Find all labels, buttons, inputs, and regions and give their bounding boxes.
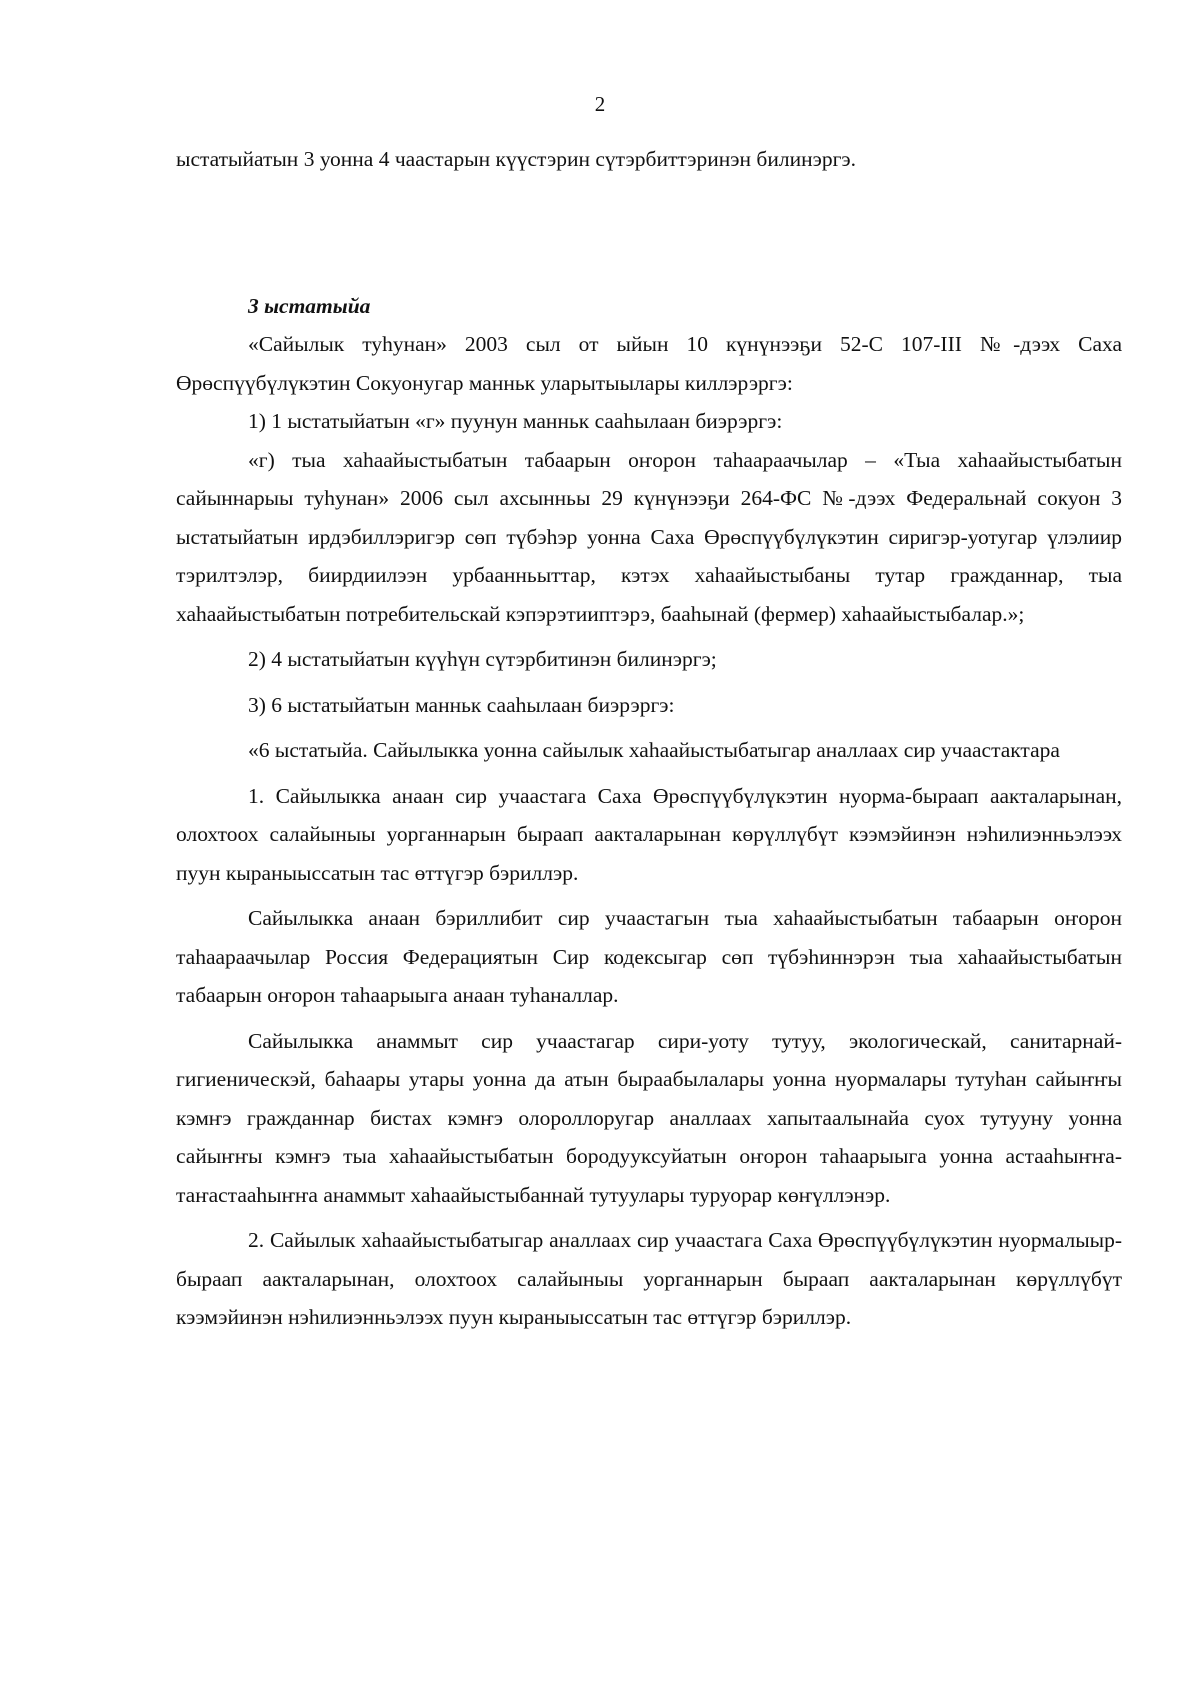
- article-intro-paragraph: «Сайылык туһунан» 2003 сыл от ыйын 10 күнүнээҕи 52-С 107-III №-дээх Саха Өрөспүүбүлүкэтин Сокуонугар манньк уларытыылары киллэрэргэ:: [176, 332, 1122, 395]
- item-1-intro: 1) 1 ыстатыйатын «г» пуунун манньк сааһылаан биэрэргэ:: [248, 409, 783, 433]
- item-2: 2) 4 ыстатыйатын күүһүн сүтэрбитинэн билинэргэ;: [248, 647, 717, 671]
- continuation-paragraph: ыстатыйатын 3 уонна 4 чаастарын күүстэрин сүтэрбиттэринэн билинэргэ.: [176, 147, 856, 171]
- article-6-paragraph-2: Сайылыкка анаан бэриллибит сир учаастагын тыа хаһаайыстыбатын табаарын оҥорон таһаараачылар Россия Федерациятын Сир кодексыгар сөп түбэһиннэрэн тыа хаһаайыстыбатын табаарын оҥорон таһаарыыга анаан туһаналлар.: [176, 906, 1122, 1007]
- item-1-text: «г) тыа хаһаайыстыбатын табаарын оҥорон таһаараачылар – «Тыа хаһаайыстыбатын сайыннарыы туһунан» 2006 сыл ахсынньы 29 күнүнээҕи 264-ФС №-дээх Федеральнай сокуон 3 ыстатыйатын ирдэбиллэригэр сөп түбэһэр уонна Саха Өрөспүүбүлүкэтин сиригэр-уотугар үлэлиир тэрилтэлэр, биирдиилээн урбаанньыттар, кэтэх хаһаайыстыбаны тутар гражданнар, тыа хаһаайыстыбатын потребительскай кэпэрэтииптэрэ, бааһынай (фермер) хаһаайыстыбалар.»;: [176, 447, 1122, 626]
- article-6-paragraph-1: 1. Сайылыкка анаан сир учаастага Саха Өрөспүүбүлүкэтин нуорма-быраап аакталарынан, олохтоох салайыныы уорганнарын быраап аакталарынан көрүллүбүт кээмэйинэн нэһилиэнньэлээх пуун кыраныыссатын тас өттүгэр бэриллэр.: [176, 783, 1122, 885]
- item-3-intro: 3) 6 ыстатыйатын манньк сааһылаан биэрэргэ:: [248, 692, 675, 717]
- article-6-paragraph-3: Сайылыкка анаммыт сир учаастагар сири-уоту тутуу, экологическай, санитарнай-гигиеническэй, баһаары утары уонна да атын быраабылалары уонна нуормалары тутуһан сайыҥҥы кэмҥэ гражданнар бистах кэмҥэ олороллоругар аналлаах хапытаалынайа суох тутууну уонна сайыҥҥы кэмҥэ тыа хаһаайыстыбатын бородууксуйатын оҥорон таһаарыыга уонна астааһыҥҥа-таҥастааһыҥҥа анаммыт хаһаайыстыбаннай тутуулары туруорар көҥүллэнэр.: [176, 1028, 1122, 1207]
- article-6-title: «6 ыстатыйа. Сайылыкка уонна сайылык хаһаайыстыбатыгар аналлаах сир учаастактара: [248, 738, 1060, 762]
- page-number: 2: [594, 92, 606, 116]
- article-6-paragraph-4: 2. Сайылык хаһаайыстыбатыгар аналлаах сир учаастага Саха Өрөспүүбүлүкэтин нуормалыыр-быраап аакталарынан, олохтоох салайыныы уорганнарын быраап аакталарынан көрүллүбүт кээмэйинэн нэһилиэнньэлээх пуун кыраныыссатын тас өттүгэр бэриллэр.: [176, 1228, 1122, 1329]
- document-body: [176, 140, 1122, 1337]
- article-heading: 3 ыстатыйа: [248, 293, 371, 318]
